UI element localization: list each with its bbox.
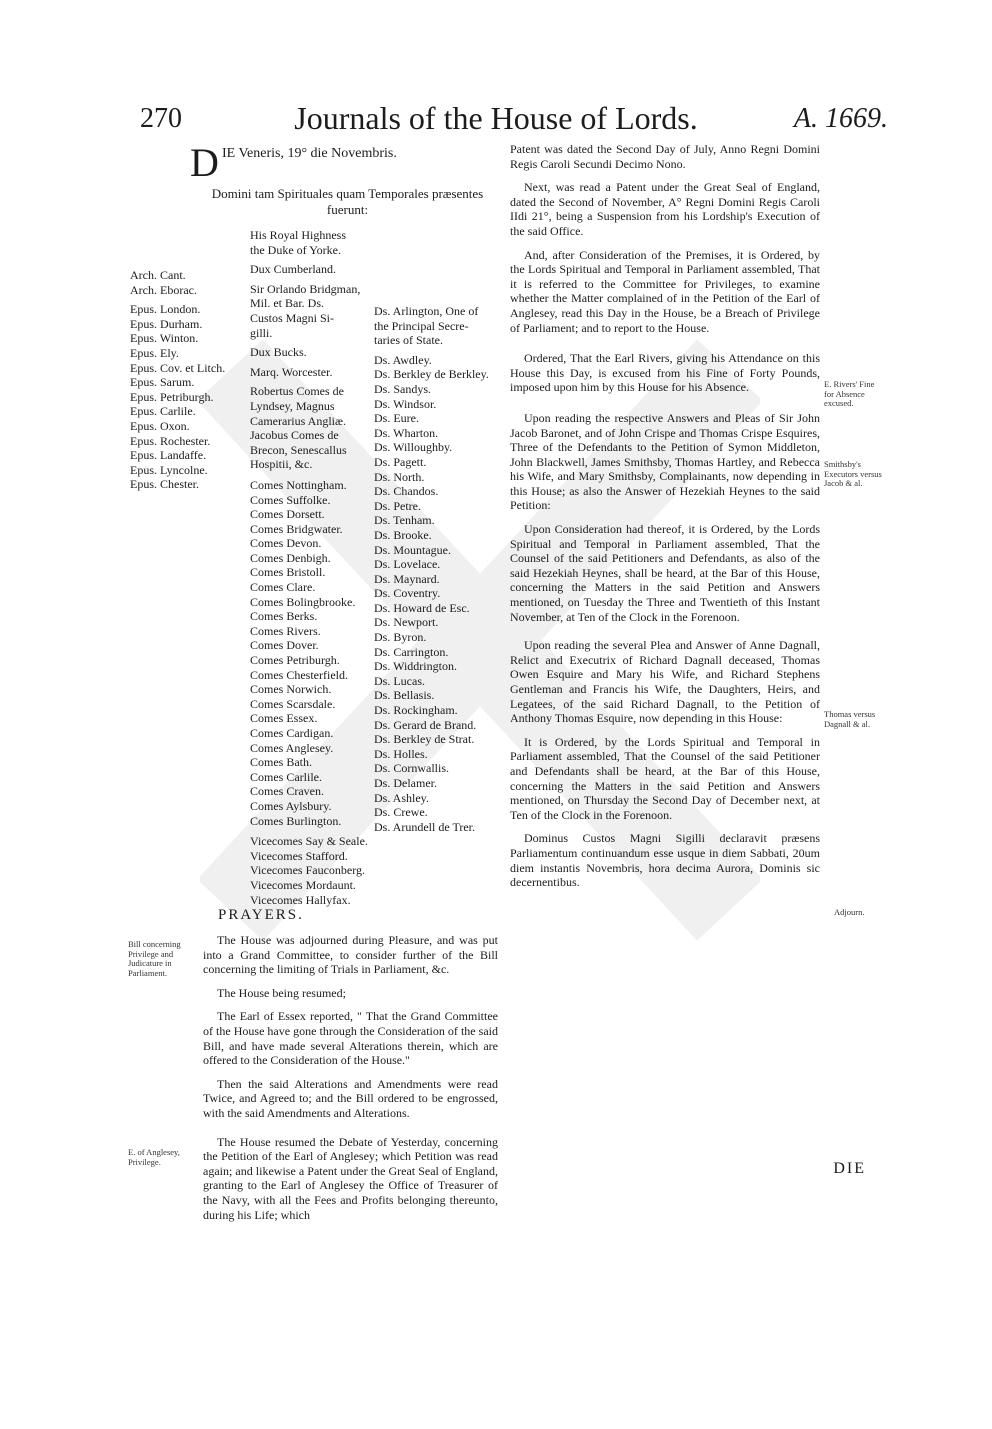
attendee-name: Epus. Sarum. — [130, 375, 195, 390]
attendee-name: Epus. Landaffe. — [130, 448, 207, 463]
drop-cap: D — [190, 140, 219, 185]
attendee-name: taries of State. — [374, 333, 443, 348]
attendee-name: Comes Dover. — [250, 638, 319, 653]
attendee-name: Comes Clare. — [250, 580, 316, 595]
margin-note: E. of Anglesey, Privilege. — [128, 1147, 180, 1167]
attendee-name: Mil. et Bar. Ds. — [250, 296, 324, 311]
attendee-name: Comes Craven. — [250, 784, 324, 799]
attendee-name: Comes Anglesey. — [250, 740, 334, 755]
attendee-name: Ds. Lovelace. — [374, 557, 441, 572]
attendee-name: Ds. Berkley de Strat. — [374, 732, 475, 747]
attendee-name: Vicecomes Mordaunt. — [250, 877, 356, 892]
attendee-name: Epus. Oxon. — [130, 418, 190, 433]
attendee-name: Epus. Lyncolne. — [130, 462, 208, 477]
attendee-name: Ds. Chandos. — [374, 484, 439, 499]
attendee-name: Ds. Carrington. — [374, 644, 449, 659]
margin-note: Adjourn. — [834, 907, 865, 917]
attendee-name: Ds. Pagett. — [374, 454, 427, 469]
attendee-name: Epus. Winton. — [130, 331, 199, 346]
margin-note: E. Rivers' Fine for Absence excused. — [824, 379, 875, 408]
attendee-name: Epus. London. — [130, 302, 201, 317]
attendee-name: Ds. Widdrington. — [374, 659, 457, 674]
paragraph: Next, was read a Patent under the Great Seal of England, dated the Second of November, A° Regni Domini Regis Caroli IIdi 21°, being a Suspension from his Lordship's Execution of the said Office. — [510, 180, 820, 238]
attendee-name: Ds. Sandys. — [374, 381, 432, 396]
attendee-name: Ds. Byron. — [374, 630, 427, 645]
attendee-name: Comes Rivers. — [250, 623, 321, 638]
attendee-name: Comes Bath. — [250, 755, 312, 770]
paragraph: Dominus Custos Magni Sigilli declaravit præsens Parliamentum continuandum esse usque in diem Sabbati, 20um diem instantis Novembris, hora decima Aurora, Dominis sic decernentibus. — [510, 831, 820, 890]
attendee-name: Vicecomes Stafford. — [250, 848, 348, 863]
attendee-name: Robertus Comes de — [250, 384, 344, 399]
attendee-name: Ds. Ashley. — [374, 790, 429, 805]
attendee-name: Ds. North. — [374, 469, 425, 484]
attendee-name: Comes Denbigh. — [250, 550, 331, 565]
attendee-name: Comes Chesterfield. — [250, 667, 348, 682]
attendee-name: Ds. Lucas. — [374, 673, 425, 688]
attendee-name: Vicecomes Hallyfax. — [250, 892, 351, 907]
attendee-name: Ds. Newport. — [374, 615, 439, 630]
running-title: Journals of the House of Lords. — [294, 100, 698, 136]
attendee-name: Comes Aylsbury. — [250, 798, 332, 813]
year-heading: A. 1669. — [793, 103, 888, 134]
attendee-name: Ds. Wharton. — [374, 425, 439, 440]
paragraph: The Earl of Essex reported, " That the Grand Committee of the House have gone through the Consideration of the said Bill, and have made several Alterations therein, which are offered to the Consideration of the House." — [203, 1009, 498, 1068]
attendee-name: His Royal Highness — [250, 228, 346, 242]
attendee-name: Epus. Durham. — [130, 316, 203, 331]
attendee-name: Comes Carlile. — [250, 769, 322, 784]
attendee-name: Hospitii, &c. — [250, 457, 313, 472]
attendee-name: Dux Cumberland. — [250, 262, 336, 277]
attendee-name: Ds. Crewe. — [374, 805, 428, 820]
attendance-earls — [250, 478, 372, 828]
column-three — [510, 142, 820, 899]
paragraph: Upon reading the respective Answers and Pleas of Sir John Jacob Baronet, and of John Crispe and Thomas Crispe Esquires, Three of the Defendants to the Petition of Symon Middleton, John Blackwell, James Smithsby, Thomas Hartley, and Rebecca his Wife, and Mary Smithsby, Complainants, now depending in this House; as also the Answer of Hezekiah Heynes to the said Petition: — [510, 410, 820, 513]
attendee-name: Arch. Eborac. — [130, 282, 197, 297]
attendee-name: Vicecomes Say & Seale. — [250, 834, 368, 849]
catchword: DIE — [833, 1160, 866, 1177]
attendee-name: Comes Bolingbrooke. — [250, 594, 356, 609]
attendee-name: Ds. Mountague. — [374, 542, 451, 557]
attendee-name: Ds. Holles. — [374, 746, 428, 761]
attendee-name: Ds. Delamer. — [374, 776, 437, 790]
attendee-name: Epus. Chester. — [130, 477, 199, 492]
attendee-name: Comes Essex. — [250, 711, 318, 726]
margin-note: Smithsby's Executors versus Jacob & al. — [824, 459, 882, 488]
attendance-bishops — [130, 268, 225, 492]
attendee-name: Epus. Petriburgh. — [130, 389, 214, 404]
attendee-name: Dux Bucks. — [250, 345, 307, 360]
attendee-name: Epus. Cov. et Litch. — [130, 360, 226, 375]
attendee-name: Ds. Berkley de Berkley. — [374, 367, 489, 382]
attendee-name: the Duke of Yorke. — [250, 242, 341, 257]
page-number: 270 — [140, 103, 182, 134]
attendee-name: Vicecomes Fauconberg. — [250, 863, 366, 878]
paragraph: The House being resumed; — [217, 985, 346, 1000]
attendee-name: Ds. Bellasis. — [374, 688, 435, 703]
attendee-name: Comes Bridgwater. — [250, 521, 343, 536]
attendee-name: Comes Suffolke. — [250, 492, 331, 507]
attendee-name: Ds. Coventry. — [374, 586, 441, 601]
attendee-name: Comes Dorsett. — [250, 507, 325, 522]
attendance-great-officers — [250, 228, 372, 472]
attendee-name: Ds. Willoughby. — [374, 440, 453, 455]
attendance-viscounts — [250, 834, 372, 907]
attendee-name: Ds. Eure. — [374, 411, 419, 426]
paragraph: The House resumed the Debate of Yesterday, concerning the Petition of the Earl of Anglesey; which Petition was read again; and likewise a Patent under the Great Seal of England, granting to the Earl of Anglesey the Office of Treasurer of the Navy, with all the Fees and Profits belonging thereunto, during his Life; which — [203, 1134, 498, 1222]
paragraph: Ordered, That the Earl Rivers, giving his Attendance on this House this Day, is excused from his Fine of Forty Pounds, imposed upon him by this House for his Absence. — [510, 351, 820, 395]
attendee-name: Sir Orlando Bridgman, — [250, 281, 361, 296]
attendee-name: Comes Berks. — [250, 609, 318, 624]
attendee-name: Ds. Awdley. — [374, 352, 432, 367]
attendee-name: Ds. Arundell de Trer. — [374, 819, 476, 834]
attendee-name: Arch. Cant. — [130, 268, 186, 282]
attendee-name: Brecon, Senescallus — [250, 442, 347, 457]
attendee-name: Comes Norwich. — [250, 682, 332, 697]
attendee-name: Epus. Carlile. — [130, 404, 196, 419]
margin-note: Bill concerning Privilege and Judicature in Parliament. — [128, 939, 181, 978]
attendee-name: Ds. Arlington, One of — [374, 304, 479, 318]
attendee-name: Comes Scarsdale. — [250, 696, 336, 711]
paragraph: Upon Consideration had thereof, it is Ordered, by the Lords Spiritual and Temporal in Parliament assembled, That the Counsel of the said Petitioners and Defendants, as also of the said Hezekiah Heynes, shall be heard, at the Bar of this House, concerning the Matters in the said Petition and Answers mentioned, on Tuesday the Three and Twentieth of this Instant November, at Ten of the Clock in the Forenoon. — [510, 522, 820, 624]
attendee-name: the Principal Secre- — [374, 318, 469, 333]
attendee-name: Camerarius Angliæ. — [250, 413, 346, 428]
attendee-name: Ds. Maynard. — [374, 571, 440, 586]
attendee-name: Epus. Rochester. — [130, 433, 211, 448]
paragraph: And, after Consideration of the Premises, it is Ordered, by the Lords Spiritual and Temporal in Parliament assembled, That it is referred to the Committee for Privileges, to examine whether the Matter complained of in the Petition of the Earl of Anglesey, read this Day in the House, be a Breach of Privilege of Parliament; and to report to the House. — [510, 247, 820, 335]
attendee-name: Ds. Howard de Esc. — [374, 600, 470, 615]
attendee-name: Comes Devon. — [250, 536, 322, 551]
attendee-name: Lyndsey, Magnus — [250, 398, 335, 413]
paragraph: Then the said Alterations and Amendments were read Twice, and Agreed to; and the Bill ordered to be engrossed, with the said Amendments and Alterations. — [203, 1076, 498, 1120]
attendee-name: Custos Magni Si- — [250, 310, 335, 325]
attendee-name: Ds. Brooke. — [374, 527, 432, 542]
attendee-name: Ds. Tenham. — [374, 513, 435, 528]
attendee-name: Jacobus Comes de — [250, 428, 339, 443]
paragraph: Patent was dated the Second Day of July, Anno Regni Domini Regis Caroli Secundi Decimo Nono. — [510, 142, 820, 171]
paragraph: It is Ordered, by the Lords Spiritual and Temporal in Parliament assembled, That the Counsel of the said Petitioner and Defendants shall be heard, at the Bar of this House, concerning the Matters in the said Petition and Answers mentioned, on Thursday the Second Day of December next, at Ten of the Clock in the Forenoon. — [510, 734, 820, 822]
attendee-name: Ds. Petre. — [374, 498, 421, 513]
attendee-name: Ds. Gerard de Brand. — [374, 717, 477, 732]
session-date: IE Veneris, 19° die Novembris. — [222, 146, 397, 161]
attendance-barons — [374, 304, 489, 834]
attendee-name: Comes Cardigan. — [250, 726, 334, 740]
attendee-name: Comes Bristoll. — [250, 565, 326, 580]
attendee-name: Ds. Windsor. — [374, 396, 437, 411]
attendance-lords-temporal — [250, 228, 372, 907]
attendee-name: Epus. Ely. — [130, 345, 179, 360]
present-heading: Domini tam Spirituales quam Temporales præsentes fuerunt: — [211, 186, 484, 217]
attendee-name: Comes Nottingham. — [250, 477, 347, 492]
prayers-heading: PRAYERS. — [218, 907, 304, 923]
attendee-name: Ds. Cornwallis. — [374, 761, 449, 776]
column-two — [203, 933, 498, 1231]
attendee-name: Ds. Rockingham. — [374, 703, 458, 718]
margin-note: Thomas versus Dagnall & al. — [824, 709, 876, 729]
attendee-name: Marq. Worcester. — [250, 364, 333, 379]
attendee-name: gilli. — [250, 325, 273, 340]
attendee-name: Comes Burlington. — [250, 813, 342, 828]
attendee-name: Comes Petriburgh. — [250, 653, 340, 668]
paragraph: The House was adjourned during Pleasure, and was put into a Grand Committee, to consider further of the Bill concerning the limiting of Trials in Parliament, &c. — [203, 933, 498, 977]
paragraph: Upon reading the several Plea and Answer of Anne Dagnall, Relict and Executrix of Richard Dagnall deceased, Thomas Owen Esquire and Mary his Wife, and Richard Stephens Gentleman and Francis his Wife, the Daughters, Heirs, and Legatees, of the said Richard Dagnall, to the Petition of Anthony Thomas Esquire, now depending in this House: — [510, 638, 820, 726]
